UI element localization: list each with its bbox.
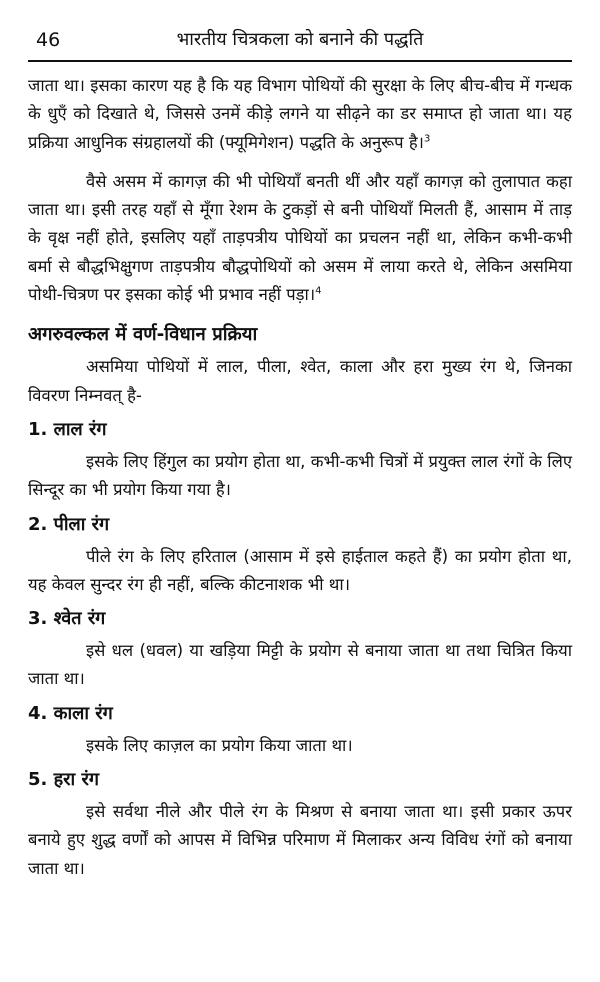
color-text-yellow: पीले रंग के लिए हरिताल (आसाम में इसे हाईताल कहते हैं) का प्रयोग होता था, यह केवल सुन्दर रंग ही नहीं, बल्कि कीटनाशक भी था। [28,546,572,594]
color-text-green: इसे सर्वथा नीले और पीले रंग के मिश्रण से बनाया जाता था। इसी प्रकार ऊपर बनाये हुए शुद्ध वर्णों को आपस में विभिन्न परिमाण में मिलाकर अन्य विविध रंगों को बनाया जाता था। [28,802,572,878]
color-heading-green: 5. हरा रंग [28,769,99,791]
running-title: भारतीय चित्रकला को बनाने की पद्धति [176,29,424,50]
color-heading-yellow: 2. पीला रंग [28,513,110,535]
color-heading-white: 3. श्वेत रंग [28,608,106,630]
page-number: 46 [36,29,61,51]
paragraph-text: वैसे असम में कागज़ की भी पोथियाँ बनती थीं और यहाँ कागज़ को तुलापात कहा जाता था। इसी तरह यहाँ से मूँगा रेशम के टुकड़ों से बनी पोथियाँ मिलती हैं, आसाम में ताड़ के वृक्ष नहीं होते, इसलिए यहाँ ताड़पत्रीय पोथियों का प्रचलन नहीं था, लेकिन कभी-कभी बर्मा से बौद्धभिक्षुगण ताड़पत्रीय बौद्धपोथियों को असम में लाया करते थे, लेकिन असमिया पोथी-चित्रण पर इसका कोई भी प्रभाव नहीं पड़ा। [28,171,572,305]
section-heading: अगरुवल्कल में वर्ण-विधान प्रक्रिया [28,324,258,346]
color-text-red: इसके लिए हिंगुल का प्रयोग होता था, कभी-कभी चित्रों में प्रयुक्त लाल रंगों के लिए सिन्दूर का भी प्रयोग किया गया है। [28,451,572,500]
section-intro: असमिया पोथियों में लाल, पीला, श्वेत, काला और हरा मुख्य रंग थे, जिनका विवरण निम्नवत् है- [28,357,572,405]
color-heading-red: 1. लाल रंग [28,418,107,440]
color-heading-black: 4. काला रंग [28,702,113,724]
footnote-marker: 4 [315,285,322,297]
page-header [28,0,572,62]
paragraph-text: जाता था। इसका कारण यह है कि यह विभाग पोथियों की सुरक्षा के लिए बीच-बीच में गन्धक के धुएँ को दिखाते थे, जिससे उनमें कीड़े लगने या सीढ़ने का डर समाप्त हो जाता था। यह प्रक्रिया आधुनिक संग्रहालयों की (फ्यूमिगेशन) पद्धति के अनुरूप है। [28,76,572,152]
footnote-marker: 3 [423,133,431,145]
paragraph-assam-manuscripts [28,168,572,309]
page-body [28,62,572,883]
paragraph-fumigation [28,72,572,157]
color-text-white: इसे धल (धवल) या खड़िया मिट्टी के प्रयोग से बनाया जाता था तथा चित्रित किया जाता था। [28,641,572,689]
color-text-black: इसके लिए काज़ल का प्रयोग किया जाता था। [86,735,353,755]
